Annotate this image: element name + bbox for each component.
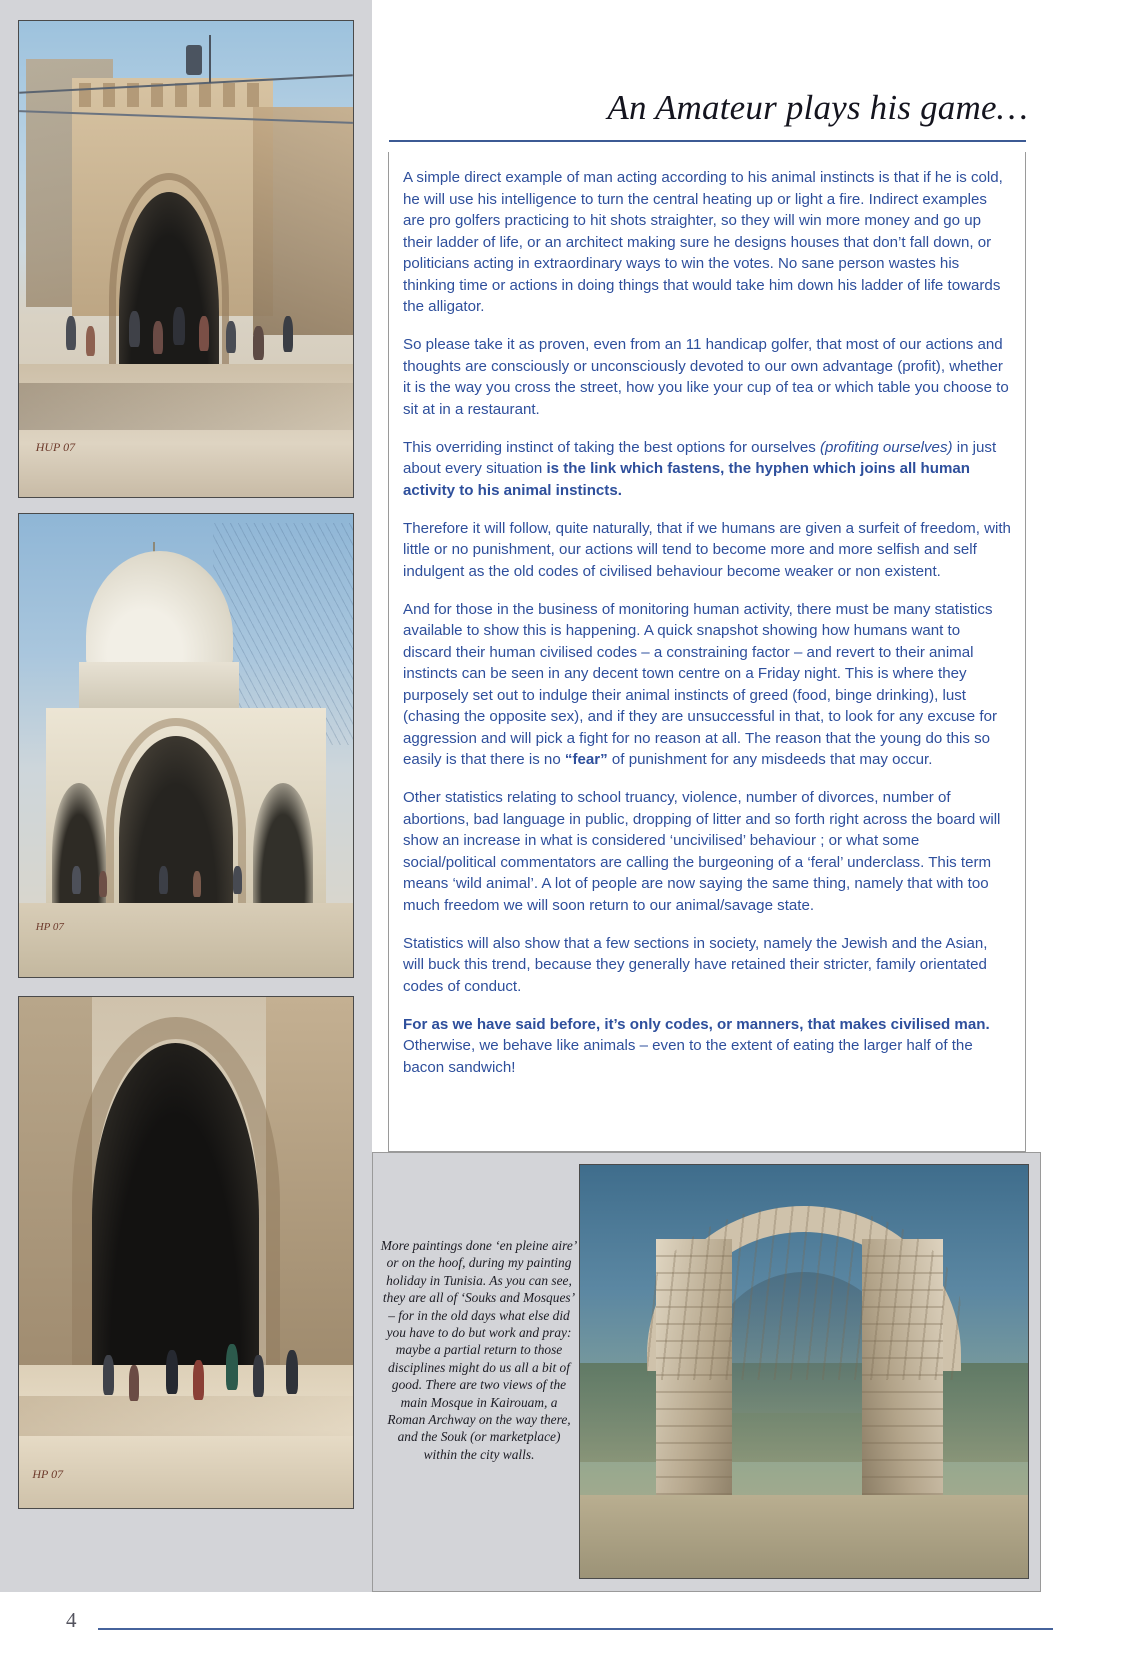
article-paragraph <box>403 167 1011 318</box>
gate-figure <box>173 307 185 345</box>
gate-ground-shadow <box>19 383 353 431</box>
gate-figure <box>129 311 140 347</box>
article-paragraph <box>403 787 1011 916</box>
mosque-figure <box>159 866 168 894</box>
text-run-normal: Otherwise, we behave like animals – even to the extent of eating the larger half of the bacon sandwich! <box>403 1037 973 1076</box>
text-run-bold: For as we have said before, it’s only codes, or manners, that makes civilised man. <box>403 1015 990 1033</box>
gate-signature: HUP 07 <box>35 439 76 454</box>
arch-left-stone-coursing <box>656 1248 732 1512</box>
gate-figure <box>226 321 236 353</box>
text-run-normal: A simple direct example of man acting according to his animal instincts is that if he is cold, he will use his intelligence to turn the central heating up or light a fire. Indirect examples are pro golfers practicing to hit shots straighter, so they will win more money and go up their ladder of life, or an architect making sure he designs houses that don’t fall down, or politicians acting in extraordinary ways to win the votes. No sane person wastes his thinking time or actions in doing things that would take him down his ladder of life towards the alligator. <box>403 169 1003 315</box>
article-paragraph <box>403 334 1011 420</box>
souk-figure <box>166 1350 178 1394</box>
text-run-normal: of punishment for any misdeeds that may occur. <box>607 751 933 768</box>
gate-street-lamp <box>186 45 202 75</box>
arch-painting-canvas <box>580 1165 1028 1578</box>
arch-right-stone-coursing <box>862 1248 943 1512</box>
article-paragraph <box>403 1014 1011 1079</box>
text-run-normal: And for those in the business of monitoring human activity, there must be many statistics available to show this is happening. A quick snapshot showing how humans want to discard their human civilised codes – a constraining factor – and revert to their animal instincts can be seen in any decent town centre on a Friday night. This is where they purposely set out to indulge their animal instincts of greed (food, binge drinking), lust (chasing the opposite sex), and if they are unsuccessful in that, to look for any excuse for aggression and will pick a fight for no reason at all. The reason that the young do this so easily is that there is no <box>403 600 998 768</box>
gate-figure <box>283 316 293 352</box>
souk-figure <box>129 1365 139 1401</box>
gate-lamp-pole <box>209 35 211 83</box>
mosque-signature: HP 07 <box>35 921 64 934</box>
artwork-souk-painting <box>18 996 354 1509</box>
gate-figure <box>253 326 264 360</box>
souk-signature: HP 07 <box>32 1467 64 1482</box>
artwork-gate-painting <box>18 20 354 498</box>
text-run-normal: So please take it as proven, even from an 11 handicap golfer, that most of our actions and thoughts are consciously or unconsciously devoted to our own advantage (profit), whether it is the way you cross the street, how you like your cup of tea or which table you choose to sit at in a restaurant. <box>403 336 1009 418</box>
arch-ground <box>580 1495 1028 1578</box>
mosque-figure <box>99 871 107 897</box>
souk-arch-opening <box>92 1043 259 1380</box>
gate-figure <box>153 321 163 354</box>
mosque-ground <box>19 903 353 977</box>
text-run-normal: Other statistics relating to school truancy, violence, number of divorces, number of abortions, bad language in public, dropping of litter and so forth right across the board will show an increase in what is considered ‘uncivilised’ behaviour ; or what some social/political commentators are calling the burgeoning of a ‘feral’ underclass. This term means ‘wild animal’. A lot of people are now saying the same thing, namely that with too much freedom we will soon return to our animal/savage state. <box>403 789 1001 914</box>
text-run-normal: This overriding instinct of taking the best options for ourselves <box>403 438 820 456</box>
text-run-bold: is the link which fastens, the hyphen which joins all human activity to his animal instincts. <box>403 460 971 499</box>
gate-figure <box>66 316 76 350</box>
gate-right-wall <box>253 107 353 335</box>
text-run-normal: in just about every situation <box>403 438 997 477</box>
artwork-roman-arch-painting <box>579 1164 1029 1579</box>
souk-figure <box>226 1344 238 1390</box>
gate-painting-canvas <box>19 21 353 497</box>
mosque-figure <box>72 866 81 894</box>
title-divider <box>389 140 1026 142</box>
article-paragraph <box>403 599 1011 771</box>
text-run-normal: Statistics will also show that a few sections in society, namely the Jewish and the Asian, will buck this trend, because they generally have retained their stricter, family orientated codes of conduct. <box>403 934 988 995</box>
gate-figure <box>86 326 95 356</box>
souk-figure <box>286 1350 298 1394</box>
article-paragraph <box>403 518 1011 583</box>
artwork-mosque-painting <box>18 513 354 978</box>
article-body <box>388 152 1026 1152</box>
article-paragraph <box>403 933 1011 998</box>
page-number: 4 <box>66 1608 77 1632</box>
article-paragraph <box>403 437 1011 502</box>
text-run-bold: “fear” <box>564 751 608 768</box>
artwork-caption: More paintings done ‘en pleine aire’ or on the hoof, during my painting holiday in Tunisia. As you can see, they are all of ‘Souks and Mosques’ – for in the old days what else did you have to do but work and pray: maybe a partial return to those disciplines might do us all a bit of good. There are two views of the main Mosque in Kairouam, a Roman Archway on the way there, and the Souk (or marketplace) within the city walls. <box>380 1238 578 1462</box>
mosque-figure <box>193 871 201 897</box>
gate-figure <box>199 316 209 351</box>
left-artwork-column <box>0 0 372 1592</box>
souk-painting-canvas <box>19 997 353 1508</box>
mosque-painting-canvas <box>19 514 353 977</box>
page-title: An Amateur plays his game… <box>607 88 1028 127</box>
footer-divider <box>98 1628 1053 1630</box>
souk-figure <box>193 1360 204 1400</box>
souk-ground-shadow <box>19 1396 353 1437</box>
text-run-italic: (profiting ourselves) <box>819 438 953 456</box>
mosque-figure <box>233 866 242 894</box>
text-run-normal: Therefore it will follow, quite naturally, that if we humans are given a surfeit of freedom, with little or no punishment, our actions will tend to become more and more selfish and self indulgent as the old codes of civilised behaviour become weaker or non existent. <box>403 519 1011 580</box>
mosque-dome-drum <box>79 662 239 713</box>
souk-figure <box>253 1355 264 1397</box>
souk-figure <box>103 1355 114 1395</box>
